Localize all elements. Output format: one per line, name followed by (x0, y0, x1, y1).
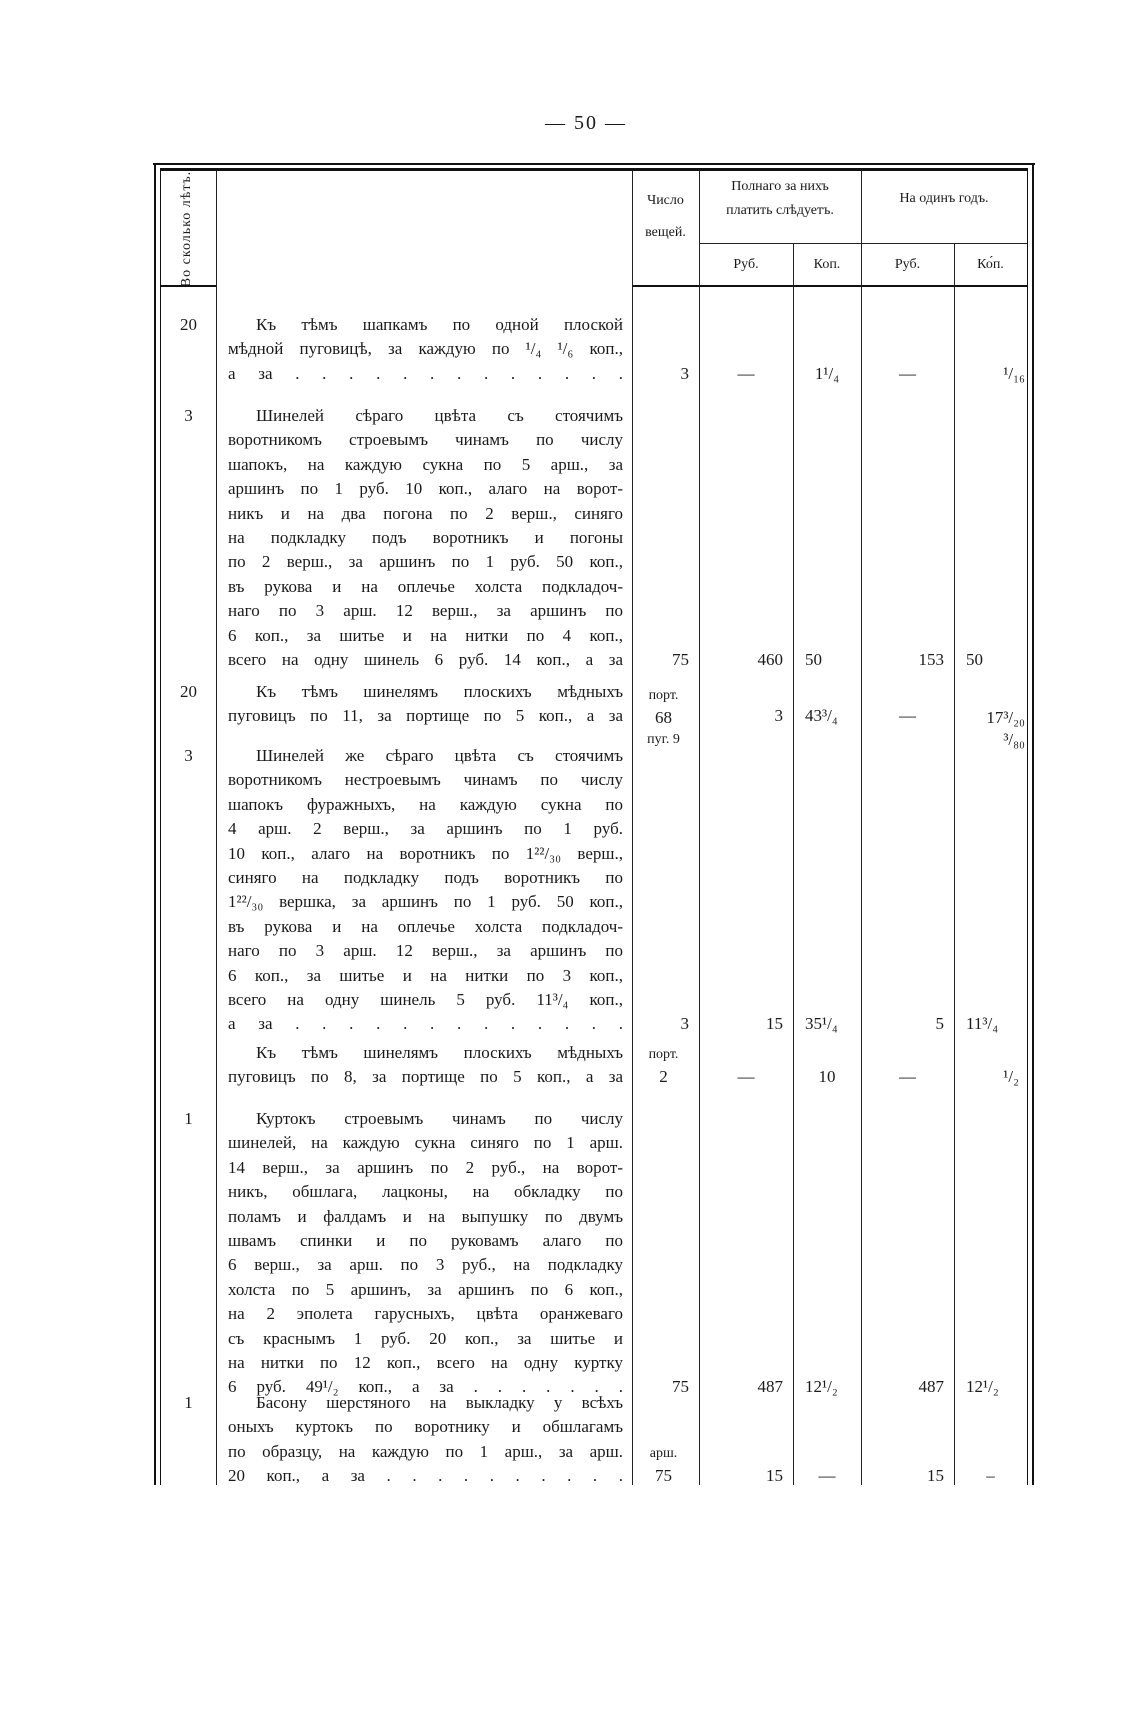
header-count-line: вещей. (645, 225, 686, 240)
table-row (161, 313, 1027, 386)
header-full-pay (699, 175, 861, 223)
description-line: 10 коп., алаго на воротникъ по 1²²/₃₀ верш., (228, 843, 623, 863)
table-row (161, 680, 1027, 751)
rub-year-cell: 153 (918, 650, 944, 670)
kop-year-cell: ¹/₂ (1003, 1067, 1019, 1087)
description-line: всего на одну шинель 6 руб. 14 коп., а за (228, 650, 623, 670)
description-cell (216, 313, 632, 386)
kop-cell: 12¹/₂ (805, 1377, 838, 1397)
table-row (161, 1107, 1027, 1400)
header-rub-year: Руб. (894, 257, 921, 272)
header-per-year: На одинъ годъ. (899, 191, 989, 206)
header-full-pay-line: платить слѣдуетъ. (726, 203, 834, 218)
description-line: 14 верш., за аршинъ по 2 руб., на ворот- (228, 1157, 623, 1177)
count-unit: арш. (649, 1446, 678, 1462)
kop-cell: 35¹/₄ (805, 1014, 838, 1034)
description-line: шапокъ фуражныхъ, на каждую сукна по (228, 794, 623, 814)
years-cell: 1 (184, 1393, 193, 1412)
description-cell (216, 1391, 632, 1489)
description-line: шинелей, на каждую сукна синяго по 1 арш. (228, 1133, 623, 1153)
rub-year-cell: 487 (918, 1377, 944, 1397)
header-years-label: Во сколько лѣтъ. (179, 170, 194, 288)
header-years (163, 170, 211, 288)
kop-year-extra: ³/₈₀ (1003, 729, 1025, 749)
ledger-table (160, 168, 1028, 1485)
count-cell: 3 (680, 1014, 689, 1034)
description-line: 6 руб. 49¹/₂ коп., а за . . . . . . . (228, 1377, 623, 1397)
description-line: никъ и на два погона по 2 верш., синяго (228, 503, 623, 523)
years-cell: 1 (184, 1109, 193, 1128)
description-line: на 2 эполета гарусныхъ, цвѣта оранжеваго (228, 1304, 623, 1324)
header-rub: Руб. (733, 257, 759, 272)
description-cell (216, 1041, 632, 1090)
description-cell (216, 404, 632, 672)
kop-year-cell: ¹/₁₆ (1003, 363, 1025, 383)
description-line: холста по 5 аршинъ, за аршинъ по 6 коп., (228, 1279, 623, 1299)
description-line: всего на одну шинель 5 руб. 11³/₄ коп., (228, 990, 623, 1010)
description-line: съ краснымъ 1 руб. 20 коп., за шитье и (228, 1328, 623, 1348)
header-count (632, 189, 699, 245)
count-unit: порт. (648, 1047, 679, 1063)
rub-year-cell: — (899, 1067, 916, 1087)
table-row (161, 1391, 1027, 1489)
description-cell (216, 1107, 632, 1400)
count-value: 75 (655, 1466, 672, 1486)
rub-year-cell: — (899, 363, 916, 383)
table-row (161, 404, 1027, 672)
count-cell (632, 1045, 699, 1089)
rub-cell: 15 (766, 1014, 783, 1034)
description-line: Къ тѣмъ шинелямъ плоскихъ мѣдныхъ (256, 1043, 623, 1062)
count-cell: 75 (672, 650, 689, 670)
rub-cell: 3 (774, 706, 783, 726)
description-line: 6 коп., за шитье и на нитки по 3 коп., (228, 965, 623, 985)
count-note: пуг. 9 (647, 731, 680, 747)
kop-cell: — (818, 1466, 836, 1486)
description-line: а за . . . . . . . . . . . . . (228, 1014, 623, 1034)
description-line: швамъ спинки и по руковамъ алаго по (228, 1231, 623, 1251)
description-cell (216, 744, 632, 1037)
description-line: Шинелей же сѣраго цвѣта съ стоячимъ (256, 746, 623, 765)
description-line: Басону шерстяного на выкладку у всѣхъ (256, 1393, 623, 1412)
description-line: въ рукова и на оплечье холста подкладоч- (228, 576, 623, 596)
count-cell: 75 (672, 1377, 689, 1397)
rub-cell: — (737, 1067, 755, 1087)
description-line: по образцу, на каждую по 1 арш., за арш. (228, 1441, 623, 1461)
description-line: шапокъ, на каждую сукна по 5 арш., за (228, 454, 623, 474)
description-line: въ рукова и на оплечье холста подкладоч- (228, 916, 623, 936)
count-cell: 3 (680, 363, 689, 383)
rub-year-cell: 15 (927, 1466, 944, 1486)
description-line: воротникомъ нестроевымъ чинамъ по числу (228, 770, 623, 790)
table-top-rule (153, 163, 1035, 165)
rub-cell: 15 (766, 1466, 783, 1486)
count-value: 2 (659, 1067, 668, 1087)
header-count-line: Число (647, 193, 684, 208)
kop-year-value: 17³/₂₀ (986, 707, 1025, 727)
header-bottom-rule (632, 285, 1027, 287)
count-unit: порт. (648, 687, 679, 703)
description-line: мѣдной пуговицѣ, за каждую по ¹/₄ ¹/₆ коп., (228, 339, 623, 359)
kop-cell: 43³/₄ (805, 706, 838, 726)
count-value: 68 (655, 707, 672, 727)
description-line: аршинъ по 1 руб. 10 коп., алаго на ворот- (228, 479, 623, 499)
table-row (161, 744, 1027, 1037)
kop-year-cell: – (986, 1466, 995, 1486)
rub-year-cell: — (899, 706, 916, 726)
description-line: 4 арш. 2 верш., за аршинъ по 1 руб. (228, 819, 623, 839)
description-line: 6 коп., за шитье и на нитки по 4 коп., (228, 625, 623, 645)
description-line: поламъ и фалдамъ и на выпушку по двумъ (228, 1206, 623, 1226)
description-line: на нитки по 12 коп., всего на одну куртку (228, 1353, 623, 1373)
years-cell: 3 (184, 406, 193, 425)
kop-year-cell: 50 (966, 650, 983, 670)
description-line: никъ, обшлага, лацконы, на обкладку по (228, 1182, 623, 1202)
description-line: наго по 3 арш. 12 верш., за аршинъ по (228, 601, 623, 621)
rub-cell: — (737, 363, 755, 383)
description-line: пуговицъ по 8, за портище по 5 коп., а за (228, 1067, 623, 1087)
kop-year-cell: 12¹/₂ (966, 1377, 999, 1397)
years-cell: 20 (180, 315, 197, 334)
rub-year-cell: 5 (935, 1014, 944, 1034)
count-cell (632, 1444, 699, 1488)
years-cell: 20 (180, 682, 197, 701)
description-line: на подкладку подъ воротникъ и погоны (228, 528, 623, 548)
description-line: синяго на подкладку подъ воротникъ по (228, 868, 623, 888)
description-line: наго по 3 арш. 12 верш., за аршинъ по (228, 941, 623, 961)
description-line: Куртокъ строевымъ чинамъ по числу (256, 1109, 623, 1128)
years-cell: 3 (184, 746, 193, 765)
description-line: по 2 верш., за аршинъ по 1 руб. 50 коп., (228, 552, 623, 572)
header-kop-year: Ко́п. (977, 257, 1004, 272)
description-line: 1²²/₃₀ вершка, за аршинъ по 1 руб. 50 коп., (228, 892, 623, 912)
rub-cell: 487 (757, 1377, 783, 1397)
header-sub-rule (699, 243, 1027, 244)
description-line: оныхъ куртокъ по воротнику и обшлагамъ (228, 1417, 623, 1437)
description-line: 6 верш., за арш. по 3 руб., на подкладку (228, 1255, 623, 1275)
header-bottom-rule-years (161, 285, 216, 287)
header-kop: Коп. (813, 257, 841, 272)
page-number: — 50 — (545, 112, 627, 134)
description-line: воротникомъ строевымъ чинамъ по числу (228, 430, 623, 450)
table-row (161, 1041, 1027, 1090)
description-line: Шинелей сѣраго цвѣта съ стоячимъ (256, 406, 623, 425)
description-line: Къ тѣмъ шинелямъ плоскихъ мѣдныхъ (256, 682, 623, 701)
description-line: Къ тѣмъ шапкамъ по одной плоской (256, 315, 623, 334)
description-line: пуговицъ по 11, за портище по 5 коп., а за (228, 706, 623, 726)
count-cell (632, 685, 699, 751)
description-line: 20 коп., а за . . . . . . . . . . (228, 1466, 623, 1486)
kop-cell: 50 (805, 650, 822, 670)
description-line: а за . . . . . . . . . . . . . (228, 363, 623, 383)
kop-cell: 1¹/₄ (814, 363, 840, 383)
kop-cell: 10 (818, 1067, 836, 1087)
kop-year-cell: 11³/₄ (966, 1014, 999, 1034)
description-cell (216, 680, 632, 751)
header-full-pay-line: Полнаго за нихъ (731, 179, 829, 194)
rub-cell: 460 (757, 650, 783, 670)
